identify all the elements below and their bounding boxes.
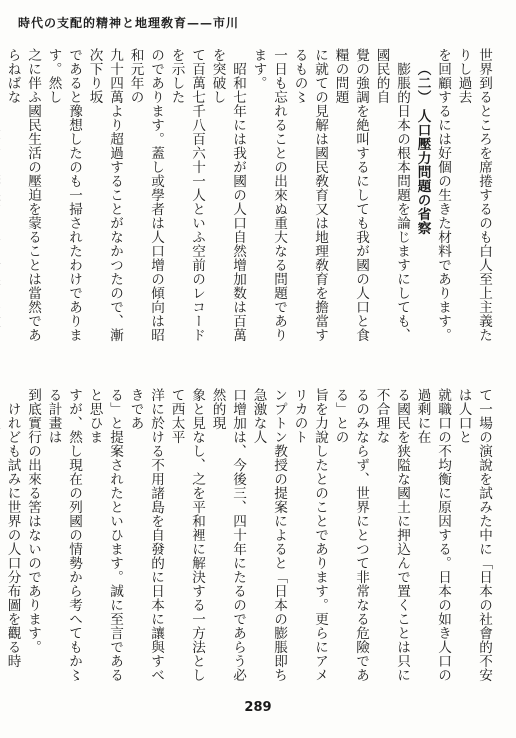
text-line: 膨脹的日本の根本問題を論じますにしても、國民的自 xyxy=(373,48,410,342)
running-head: 時代の支配的精神と地理敎育——市川 xyxy=(18,16,240,30)
text-line xyxy=(0,48,2,348)
text-line: 之に伴ふ國民生活の壓迫を蒙ることは當然であらねばな xyxy=(4,48,41,342)
text-line: ンプトン教授の提案によると「日本の膨脹即ち急激な人 xyxy=(250,388,287,682)
text-line: 旨を力說したとのことであります。更らにアメリカのト xyxy=(291,388,328,682)
text-line: て一場の演說を試みた中に「日本の社會的不安は人口と xyxy=(455,388,492,682)
text-line: 昭和七年には我が國の人口自然增加数は百萬を突破し xyxy=(209,48,246,342)
lower-text-block xyxy=(4,388,494,688)
text-line: るのみならず、世界にとつて非常なる危險である」との xyxy=(332,388,369,682)
text-line: て百萬七千八百六十一人といふ空前のレコードを示した xyxy=(168,48,205,342)
text-line: 一日も忘れることの出來ぬ重大なる問題であります。 xyxy=(250,48,287,342)
text-line: すが、然し現在の列國の情勢から考へてもか〻る計畫は xyxy=(45,388,82,682)
text-line: を回顧するには好個の生きた材料であります。 xyxy=(435,48,451,342)
section-heading: （二） 人口壓力問題の省察 xyxy=(414,61,431,235)
text-line: 象と見なし、之を平和裡に解決する一方法として西太平 xyxy=(168,388,205,682)
upper-text-block xyxy=(4,48,494,348)
text-line: のであります。蓋し或學者は人口增の傾向は昭和元年の xyxy=(127,48,164,342)
text-line: であると豫想したのも一掃されたわけであります。然し xyxy=(45,48,82,342)
text-line: 就職口の不均衡に原因する。日本の如き人口の過剩に在 xyxy=(414,388,451,682)
text-line: 洋に於ける不用諸島を自發的に日本に讓與すべきであ xyxy=(127,388,164,682)
text-line: 覺の強調を絶叫するにしても我が國の人口と食糧の問題 xyxy=(332,48,369,342)
text-line: けれども試みに世界の人口分布圖を觀る時 xyxy=(4,401,21,668)
text-line: 世界到るところを席捲するのも白人至上主義たりし過去 xyxy=(455,48,492,342)
text-line: 到底實行の出來る筈はないのであります。 xyxy=(25,388,41,654)
text-line: る」と提案されたといひます。誠に至言であると思ひま xyxy=(86,388,123,682)
text-line: 九十四萬より超過することがなかつたので、漸次下り坂 xyxy=(86,48,123,342)
text-line: 口增加は、今後三、四十年にたるのであらう必然的現 xyxy=(209,388,246,682)
text-line: に就ての見解は國民敎育又は地理敎育を擔當するもの〻 xyxy=(291,48,328,342)
page-number: 289 xyxy=(244,700,272,715)
text-line: る國民を狭隘な國土に押込んで置くことは只に不合理な xyxy=(373,388,410,682)
